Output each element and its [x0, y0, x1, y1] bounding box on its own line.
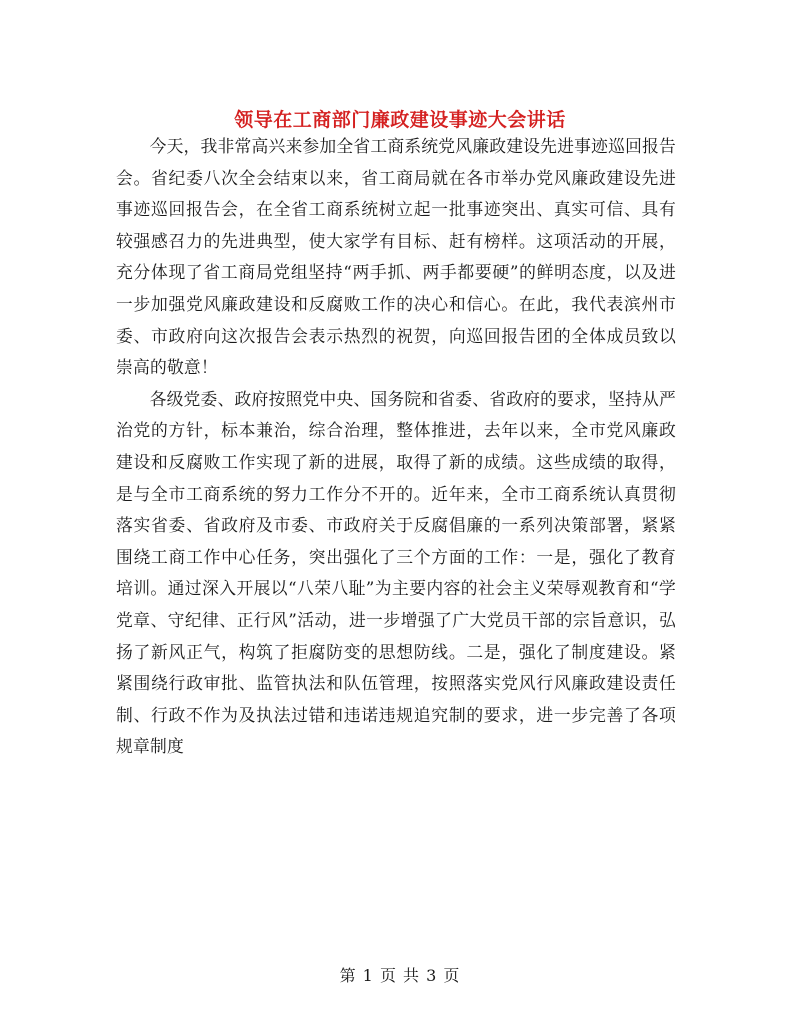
paragraph-1: 今天，我非常高兴来参加全省工商系统党风廉政建设先进事迹巡回报告会。省纪委八次全会结束以来，省工商局就在各市举办党风廉政建设先进事迹巡回报告会，在全省工商系统树立起一批事迹突出、真实可信、具有较强感召力的先进典型，使大家学有目标、赶有榜样。这项活动的开展，充分体现了省工商局党组坚持“两手抓、两手都要硬”的鲜明态度，以及进一步加强党风廉政建设和反腐败工作的决心和信心。在此，我代表滨州市委、市政府向这次报告会表示热烈的祝贺，向巡回报告团的全体成员致以崇高的敬意！: [116, 136, 677, 378]
page-title: 领导在工商部门廉政建设事迹大会讲话: [234, 108, 566, 131]
paragraph-2: 各级党委、政府按照党中央、国务院和省委、省政府的要求，坚持从严治党的方针，标本兼治，综合治理，整体推进，去年以来，全市党风廉政建设和反腐败工作实现了新的进展，取得了新的成绩。这些成绩的取得，是与全市工商系统的努力工作分不开的。近年来，全市工商系统认真贯彻落实省委、省政府及市委、市政府关于反腐倡廉的一系列决策部署，紧紧围绕工商工作中心任务，突出强化了三个方面的工作：一是，强化了教育培训。通过深入开展以“八荣八耻”为主要内容的社会主义荣辱观教育和“学党章、守纪律、正行风”活动，进一步增强了广大党员干部的宗旨意识，弘扬了新风正气，构筑了拒腐防变的思想防线。二是，强化了制度建设。紧紧围绕行政审批、监管执法和队伍管理，按照落实党风行风廉政建设责任制、行政不作为及执法过错和违诺违规追究制的要求，进一步完善了各项规章制度: [116, 388, 677, 757]
document-body: [116, 131, 676, 763]
page-number-footer: 第 1 页 共 3 页: [339, 966, 461, 985]
